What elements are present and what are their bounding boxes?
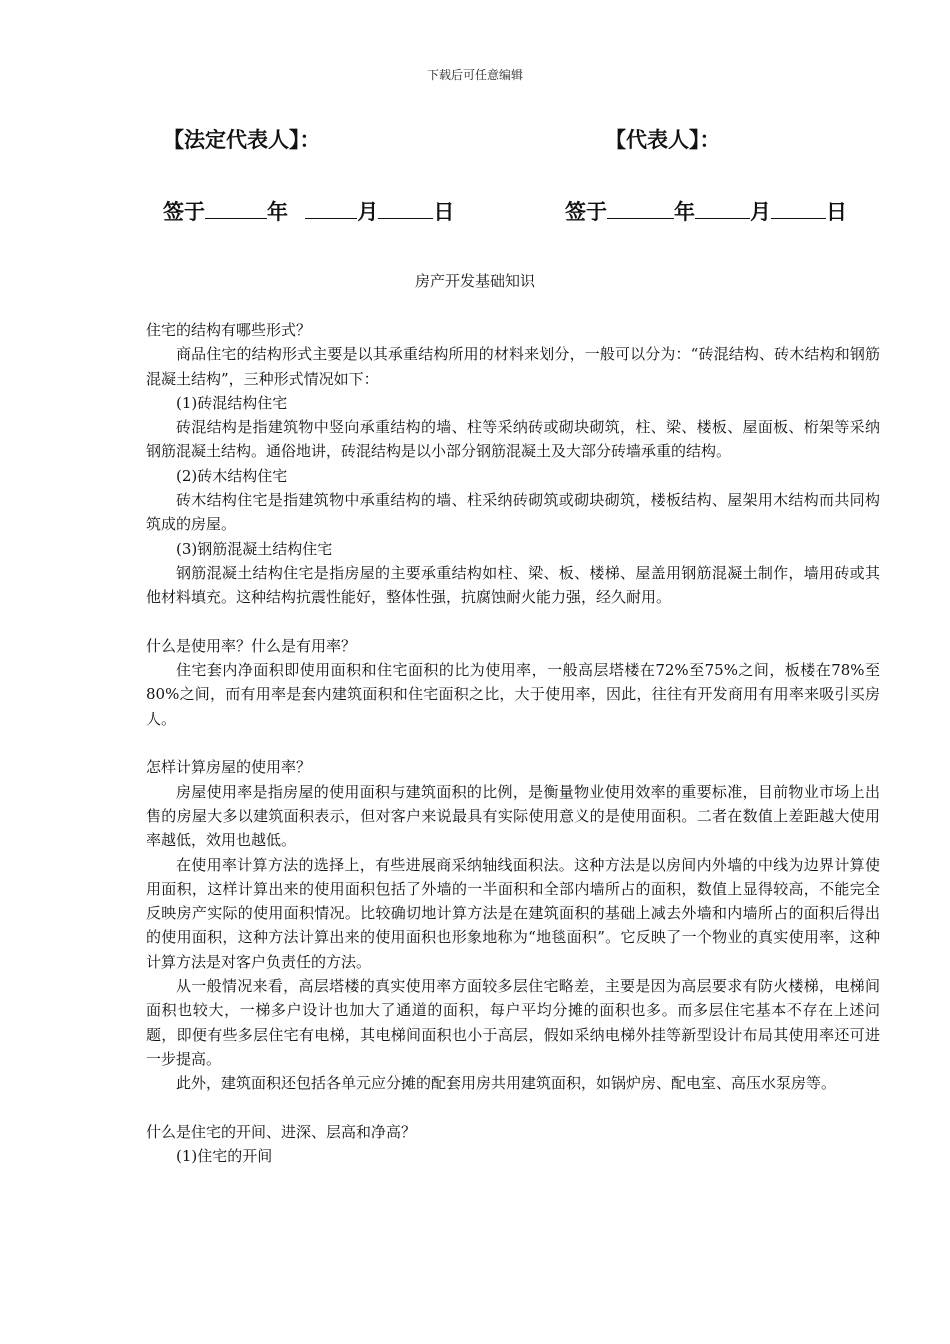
section-question: 什么是使用率？什么是有用率？: [146, 636, 357, 655]
subheading: (1)砖混结构住宅: [176, 393, 288, 412]
year-label: 年: [267, 200, 288, 224]
spacer: [146, 731, 880, 755]
day-blank: [771, 198, 826, 219]
legal-representative-label: 【法定代表人】：: [163, 128, 321, 152]
sign-at-label: 签于: [163, 200, 205, 224]
sign-date-row: [0, 196, 950, 236]
left-sign-date: [163, 196, 454, 226]
paragraph: 商品住宅的结构形式主要是以其承重结构所用的材料来划分，一般可以分为：“砖混结构、砖木结构和钢筋混凝土结构”，三种形式情况如下：: [146, 345, 880, 388]
paragraph: 在使用率计算方法的选择上，有些进展商采纳轴线面积法。这种方法是以房间内外墙的中线为边界计算使用面积，这样计算出来的使用面积包括了外墙的一半面积和全部内墙所占的面积，数值上显得较高，不能完全反映房产实际的使用面积情况。比较确切地计算方法是在建筑面积的基础上减去外墙和内墙所占的面积后得出的使用面积，这种方法计算出来的使用面积也形象地称为“地毯面积”。它反映了一个物业的真实使用率，这种计算方法是对客户负责任的方法。: [146, 855, 880, 971]
paragraph: 从一般情况来看，高层塔楼的真实使用率方面较多层住宅略差，主要是因为高层要求有防火楼梯，电梯间面积也较大，一梯多户设计也加大了通道的面积，每户平均分摊的面积也多。而多层住宅基本不存在上述问题，即便有些多层住宅有电梯，其电梯间面积也小于高层，假如采纳电梯外挂等新型设计布局其使用率还可进一步提高。: [146, 977, 880, 1068]
month-label: 月: [357, 200, 379, 224]
subheading: (3)钢筋混凝土结构住宅: [176, 539, 333, 558]
representative-row: [0, 124, 950, 164]
sign-at-label: 签于: [565, 200, 607, 224]
day-label: 日: [826, 200, 847, 224]
paragraph: 住宅套内净面积即使用面积和住宅面积的比为使用率，一般高层塔楼在72%至75%之间，板楼在78%至80%之间，而有用率是套内建筑面积和住宅面积之比，大于使用率，因此，往往有开发商用有用率来吸引买房人。: [146, 661, 880, 728]
month-label: 月: [750, 200, 771, 224]
representative-label: 【代表人】：: [605, 128, 721, 152]
section-question: 怎样计算房屋的使用率？: [146, 758, 312, 777]
section-question: 什么是住宅的开间、进深、层高和净高？: [146, 1122, 417, 1141]
paragraph: 此外，建筑面积还包括各单元应分摊的配套用房共用建筑面积，如锅炉房、配电室、高压水泵房等。: [176, 1074, 837, 1093]
paragraph: 钢筋混凝土结构住宅是指房屋的主要承重结构如柱、梁、板、楼梯、屋盖用钢筋混凝土制作，墙用砖或其他材料填充。这种结构抗震性能好，整体性强，抗腐蚀耐火能力强，经久耐用。: [146, 563, 880, 607]
day-label: 日: [433, 200, 455, 224]
section-question: 住宅的结构有哪些形式？: [146, 321, 312, 339]
header-note: 下载后可任意编辑: [426, 68, 523, 82]
document-title: 房产开发基础知识: [414, 272, 535, 290]
subheading: (1)住宅的开间: [176, 1147, 273, 1166]
spacer: [146, 610, 880, 634]
year-label: 年: [674, 200, 695, 224]
year-blank: [607, 198, 674, 219]
day-blank: [378, 198, 433, 219]
spacer: [146, 1096, 880, 1120]
paragraph: 房屋使用率是指房屋的使用面积与建筑面积的比例，是衡量物业使用效率的重要标准，目前物业市场上出售的房屋大多以建筑面积表示，但对客户来说最具有实际使用意义的是使用面积。二者在数值上差距越大使用率越低，效用也越低。: [146, 782, 880, 850]
paragraph: 砖木结构住宅是指建筑物中承重结构的墙、柱采纳砖砌筑或砌块砌筑，楼板结构、屋架用木结构而共同构筑成的房屋。: [146, 491, 880, 534]
paragraph: 砖混结构是指建筑物中竖向承重结构的墙、柱等采纳砖或砌块砌筑，柱、梁、楼板、屋面板、桁架等采纳钢筋混凝土结构。通俗地讲，砖混结构是以小部分钢筋混凝土及大部分砖墙承重的结构。: [146, 418, 880, 461]
document-body: [146, 318, 880, 1168]
month-blank: [695, 198, 750, 219]
year-blank: [205, 198, 267, 219]
month-blank: [305, 198, 357, 219]
right-sign-date: [565, 196, 847, 226]
subheading: (2)砖木结构住宅: [176, 466, 288, 485]
